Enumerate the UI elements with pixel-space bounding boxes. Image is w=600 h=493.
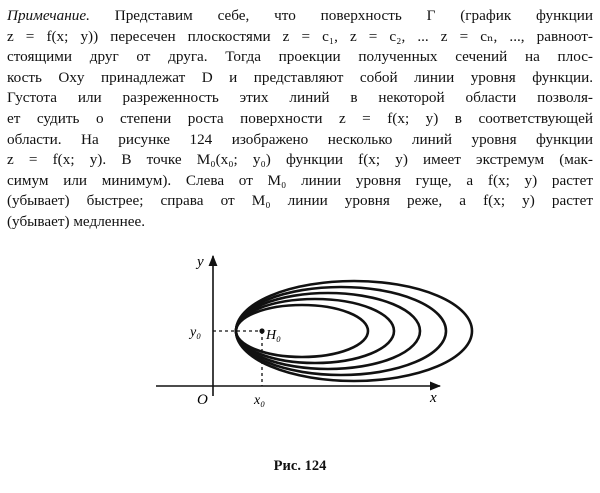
x0-label: x₀ [254,393,266,408]
text-line-1: Примечание. Представим себе, что поверхность Γ (график функции [7,7,593,24]
text-line-11: (убывает) медленнее. [7,212,146,230]
extremum-point [259,328,264,333]
note-label: Примечание. [7,7,90,24]
level-lines-figure [0,240,600,455]
y-axis-label: y [197,254,204,270]
paragraph [7,6,593,233]
text-line-4: кость Oxy принадлежат D и представляют собой линии уровня функции. [7,68,593,86]
text-line-3: стоящими друг от друга. Тогда проекции полученных сечений на плос- [7,48,593,66]
figure-caption: Рис. 124 [273,458,327,474]
text-line-5: Густота или разреженность этих линий в некоторой области позволя- [7,89,593,107]
x-axis-label: x [430,390,437,406]
text-line-7: области. На рисунке 124 изображено несколько линий уровня функции [7,130,593,148]
text-line-2: z = f(x; y)) пересечен плоскостями z = c₁, z = c₂, ... z = cₙ, ..., равноот- [7,27,593,45]
text-line-10: (убывает) быстрее; справа от M₀ линии уровня реже, а f(x; y) растет [7,192,593,210]
text-line-6: ет судить о степени роста поверхности z = f(x; y) в соответствующей [7,109,593,127]
y0-label: y₀ [190,325,202,340]
point-label: H₀ [266,328,281,343]
text-line-9: симум или минимум). Слева от M₀ линии уровня гуще, а f(x; y) растет [7,171,593,189]
text-line-8: z = f(x; y). В точке M₀(x₀; y₀) функции f(x; y) имеет экстремум (мак- [7,151,593,169]
origin-label: O [197,392,208,408]
